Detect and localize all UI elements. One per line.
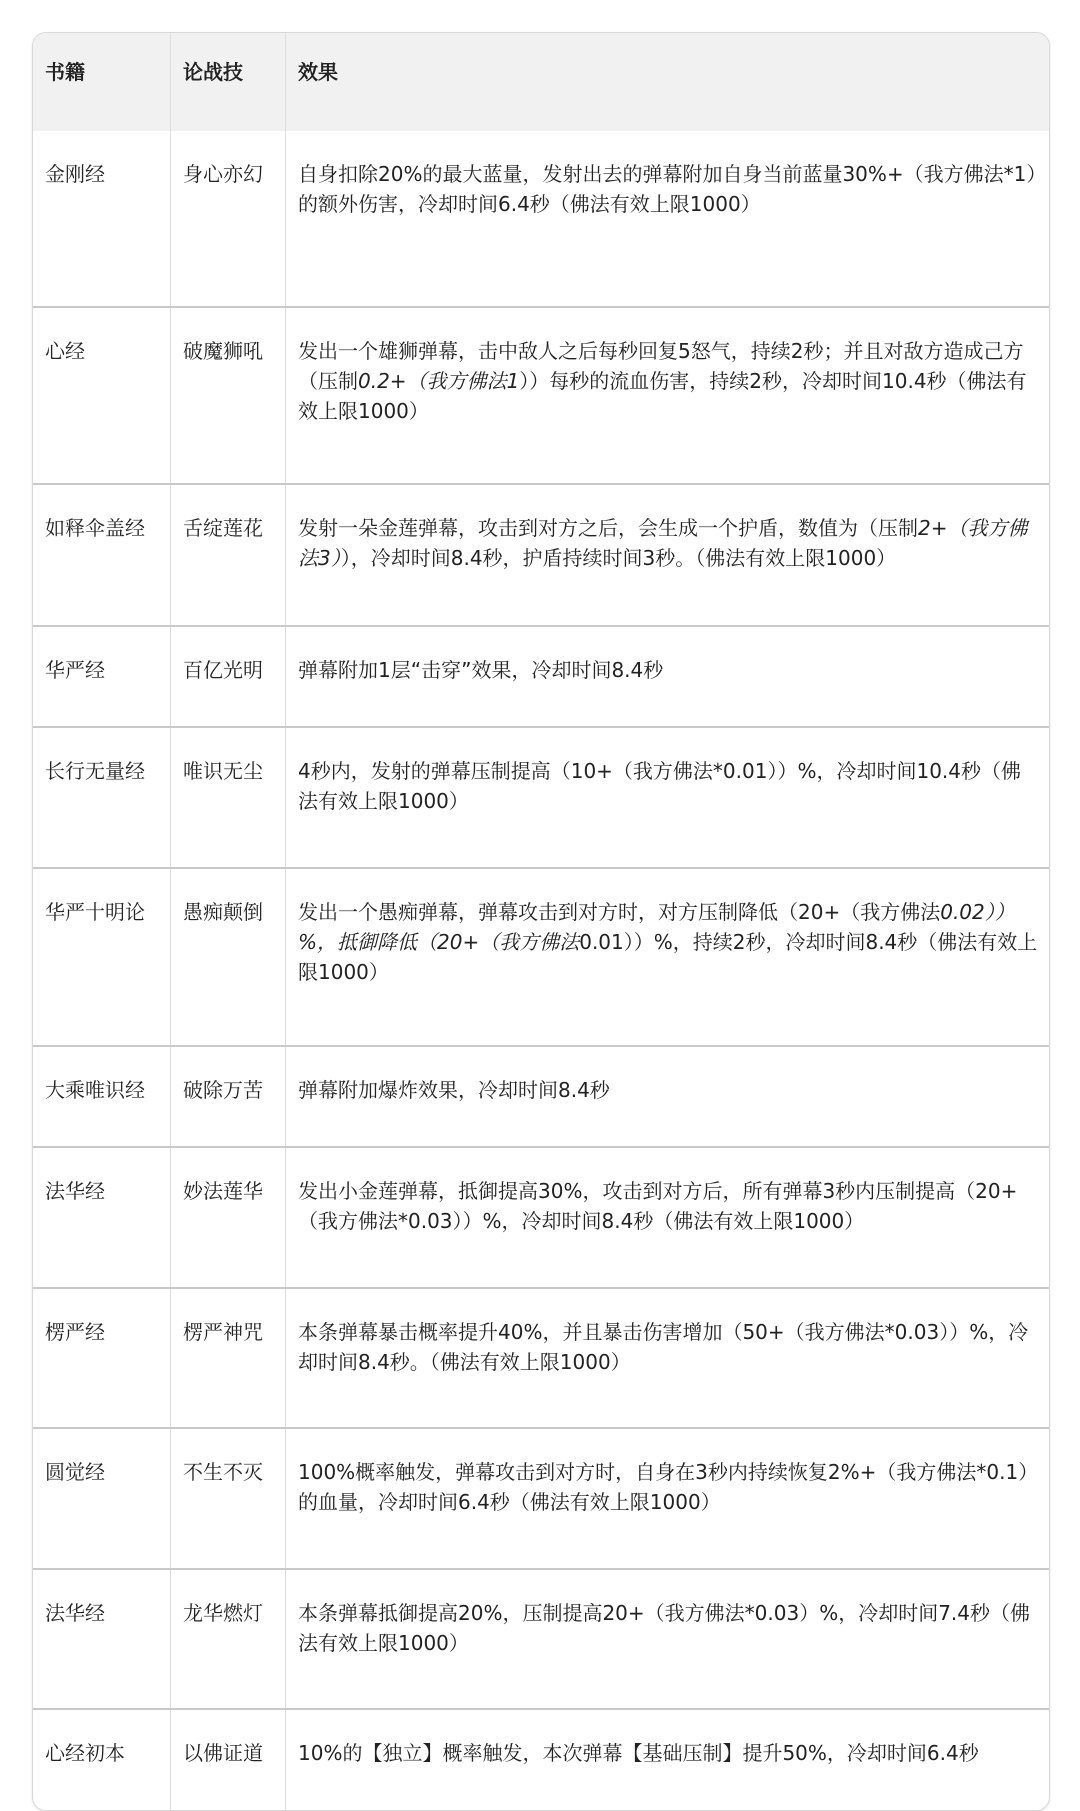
effect-text [286,1289,1049,1427]
effect-text [286,1710,1049,1810]
effect-text [286,1148,1049,1287]
skill-name: 妙法莲华 [171,1148,286,1287]
effect-segment: 发出小金莲弹幕，抵御提高30%，攻击到对方后，所有弹幕3秒内压制提高（20+（我方佛法*0.03））%，冷却时间8.4秒（佛法有效上限1000） [298,1179,1018,1233]
effect-segment: 2+（我方佛法3） [298,516,1028,570]
header-book: 书籍 [33,33,171,131]
effect-text [286,1429,1049,1568]
header-effect: 效果 [298,60,338,84]
effect-text [286,728,1049,867]
skill-name: 破除万苦 [171,1047,286,1146]
skill-name: 楞严神咒 [171,1289,286,1427]
effect-segment: 4秒内，发射的弹幕压制提高（10+（我方佛法*0.01））%，冷却时间10.4秒（佛法有效上限1000） [298,759,1021,813]
effect-text [286,1047,1049,1146]
table-row [33,867,1049,1045]
book-name: 华严经 [33,627,171,726]
skills-table [32,32,1050,1811]
book-name: 如释伞盖经 [33,485,171,625]
skill-name: 龙华燃灯 [171,1570,286,1708]
header-skill: 论战技 [171,33,286,131]
table-row [33,1146,1049,1287]
effect-segment: 100%概率触发，弹幕攻击到对方时，自身在3秒内持续恢复2%+（我方佛法*0.1）的血量，冷却时间6.4秒（佛法有效上限1000） [298,1460,1039,1514]
table-row [33,1427,1049,1568]
skill-name: 以佛证道 [171,1710,286,1810]
table-header [33,33,1049,131]
effect-segment: 0.2+（我方佛法1 [358,369,520,393]
effect-text [286,131,1049,306]
effect-segment: 弹幕附加1层“击穿”效果，冷却时间8.4秒 [298,658,664,682]
effect-segment: 本条弹幕抵御提高20%，压制提高20+（我方佛法*0.03）%，冷却时间7.4秒（佛法有效上限1000） [298,1601,1031,1655]
book-name: 圆觉经 [33,1429,171,1568]
skill-name: 身心亦幻 [171,131,286,306]
effect-text [286,627,1049,726]
effect-segment: 自身扣除20%的最大蓝量，发射出去的弹幕附加自身当前蓝量30%+（我方佛法*1）的额外伤害，冷却时间6.4秒（佛法有效上限1000） [298,162,1037,216]
table-row [33,1045,1049,1146]
table-row [33,625,1049,726]
book-name: 法华经 [33,1148,171,1287]
effect-segment: 10%的【独立】概率触发，本次弹幕【基础压制】提升50%，冷却时间6.4秒 [298,1741,979,1765]
effect-segment: ））每秒的流血伤害，持续2秒，冷却时间10.4秒（佛法有效上限1000） [298,369,1027,423]
effect-text [286,308,1049,483]
table-row [33,726,1049,867]
skill-name: 唯识无尘 [171,728,286,867]
effect-segment: 发出一个雄狮弹幕，击中敌人之后每秒回复5怒气，持续2秒；并且对敌方造成己方（压制 [298,339,1024,393]
book-name: 长行无量经 [33,728,171,867]
effect-text [286,485,1049,625]
book-name: 心经初本 [33,1710,171,1810]
table-row [33,131,1049,306]
effect-segment: 0.01））%，持续2秒，冷却时间8.4秒（佛法有效上限1000） [298,930,1038,984]
effect-segment: ），冷却时间8.4秒，护盾持续时间3秒。（佛法有效上限1000） [340,546,897,570]
effect-segment: 弹幕附加爆炸效果，冷却时间8.4秒 [298,1078,610,1102]
table-row [33,1568,1049,1708]
skill-name: 舌绽莲花 [171,485,286,625]
effect-segment: 发出一个愚痴弹幕，弹幕攻击到对方时，对方压制降低（20+（我方佛法 [298,900,941,924]
effect-text [286,869,1049,1045]
book-name: 华严十明论 [33,869,171,1045]
book-name: 楞严经 [33,1289,171,1427]
table-row [33,306,1049,483]
skill-name: 愚痴颠倒 [171,869,286,1045]
effect-segment: 本条弹幕暴击概率提升40%，并且暴击伤害增加（50+（我方佛法*0.03））%，冷却时间8.4秒。（佛法有效上限1000） [298,1320,1029,1374]
effect-segment: 发射一朵金莲弹幕，攻击到对方之后，会生成一个护盾，数值为（压制 [298,516,918,540]
table-row [33,483,1049,625]
effect-segment: 0.02））%，抵御降低（20+（我方佛法 [298,900,1015,954]
skill-name: 破魔狮吼 [171,308,286,483]
book-name: 金刚经 [33,131,171,306]
effect-text [286,1570,1049,1708]
skill-name: 百亿光明 [171,627,286,726]
book-name: 大乘唯识经 [33,1047,171,1146]
book-name: 法华经 [33,1570,171,1708]
book-name: 心经 [33,308,171,483]
table-row [33,1708,1049,1810]
table-row [33,1287,1049,1427]
skill-name: 不生不灭 [171,1429,286,1568]
